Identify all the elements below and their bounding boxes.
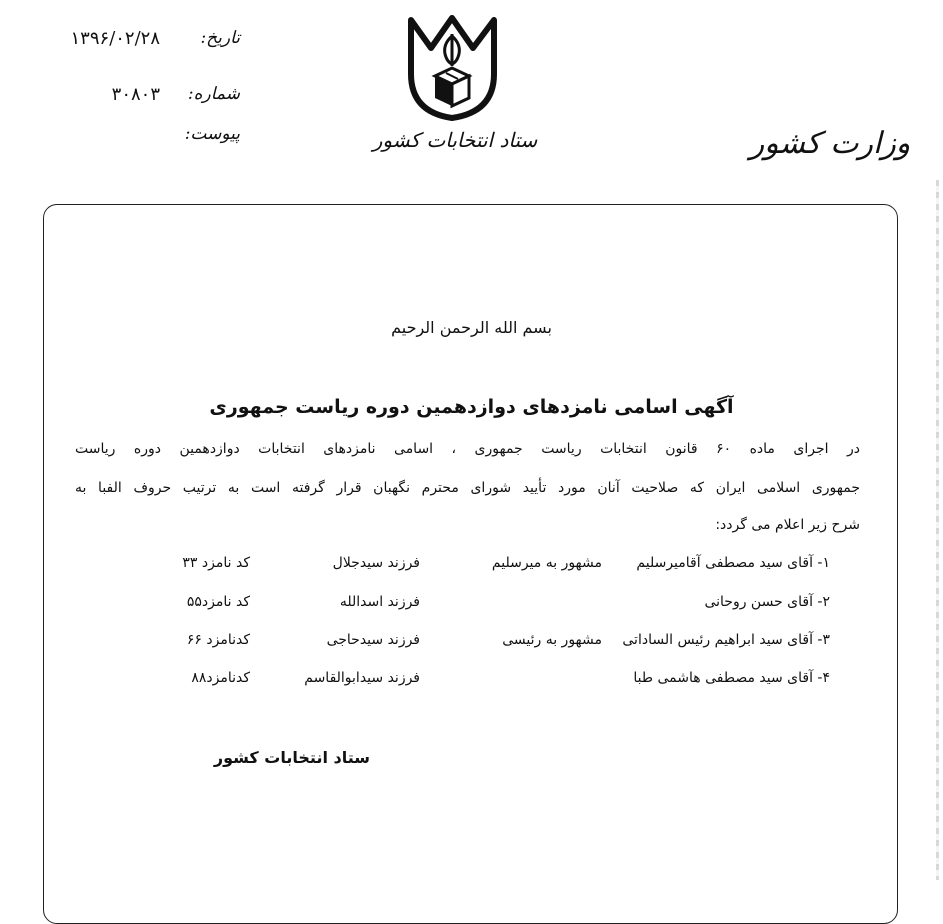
candidate-row [120, 594, 830, 618]
election-headquarters-emblem-icon [405, 14, 500, 122]
candidate-name: ۱- آقای سید مصطفی آقامیرسلیم [636, 555, 830, 571]
date-row [30, 28, 240, 62]
attachment-row [30, 124, 240, 158]
candidate-father: فرزند اسدالله [339, 594, 420, 610]
basmala: بسم الله الرحمن الرحیم [391, 318, 552, 337]
page-edge-strip [936, 180, 939, 880]
candidate-row [120, 555, 830, 579]
candidate-name: ۴- آقای سید مصطفی هاشمی طبا [633, 670, 830, 686]
paragraph-line-3: شرح زیر اعلام می گردد: [715, 517, 860, 533]
headquarters-title: ستاد انتخابات کشور [372, 128, 538, 152]
signature: ستاد انتخابات کشور [213, 748, 370, 767]
candidate-father: فرزند سیدجلال [332, 555, 420, 571]
number-row [30, 84, 240, 118]
candidate-alias: مشهور به رئیسی [502, 632, 602, 648]
paragraph-line-1: در اجرای ماده ۶۰ قانون انتخابات ریاست جمهوری ، اسامی نامزدهای انتخابات دوازدهمین دوره ریاست [75, 441, 860, 457]
number-label: شماره: [187, 84, 240, 104]
candidate-alias: مشهور به میرسلیم [491, 555, 602, 571]
candidate-row [120, 670, 830, 694]
paragraph-line-2: جمهوری اسلامی ایران که صلاحیت آنان مورد تأیید شورای محترم نگهبان قرار گرفته است به ترتیب حروف الفبا به [75, 480, 860, 496]
candidate-father: فرزند سیدابوالقاسم [304, 670, 420, 686]
ministry-title: وزارت کشور [749, 126, 911, 161]
candidate-code: کدنامزد ۶۶ [186, 632, 250, 648]
candidate-code: کد نامزد۵۵ [186, 594, 250, 610]
attachment-label: پیوست: [184, 124, 240, 144]
candidate-code: کد نامزد ۳۳ [182, 555, 250, 571]
number-value: ۳۰۸۰۳ [111, 84, 160, 105]
candidate-row [120, 632, 830, 656]
candidate-father: فرزند سیدحاجی [326, 632, 420, 648]
date-value: ۱۳۹۶/۰۲/۲۸ [70, 28, 160, 49]
notice-title: آگهی اسامی نامزدهای دوازدهمین دوره ریاست جمهوری [209, 396, 734, 418]
candidate-name: ۲- آقای حسن روحانی [704, 594, 830, 610]
candidate-name: ۳- آقای سید ابراهیم رئیس الساداتی [622, 632, 830, 648]
candidate-code: کدنامزد۸۸ [191, 670, 250, 686]
date-label: تاریخ: [200, 28, 240, 48]
